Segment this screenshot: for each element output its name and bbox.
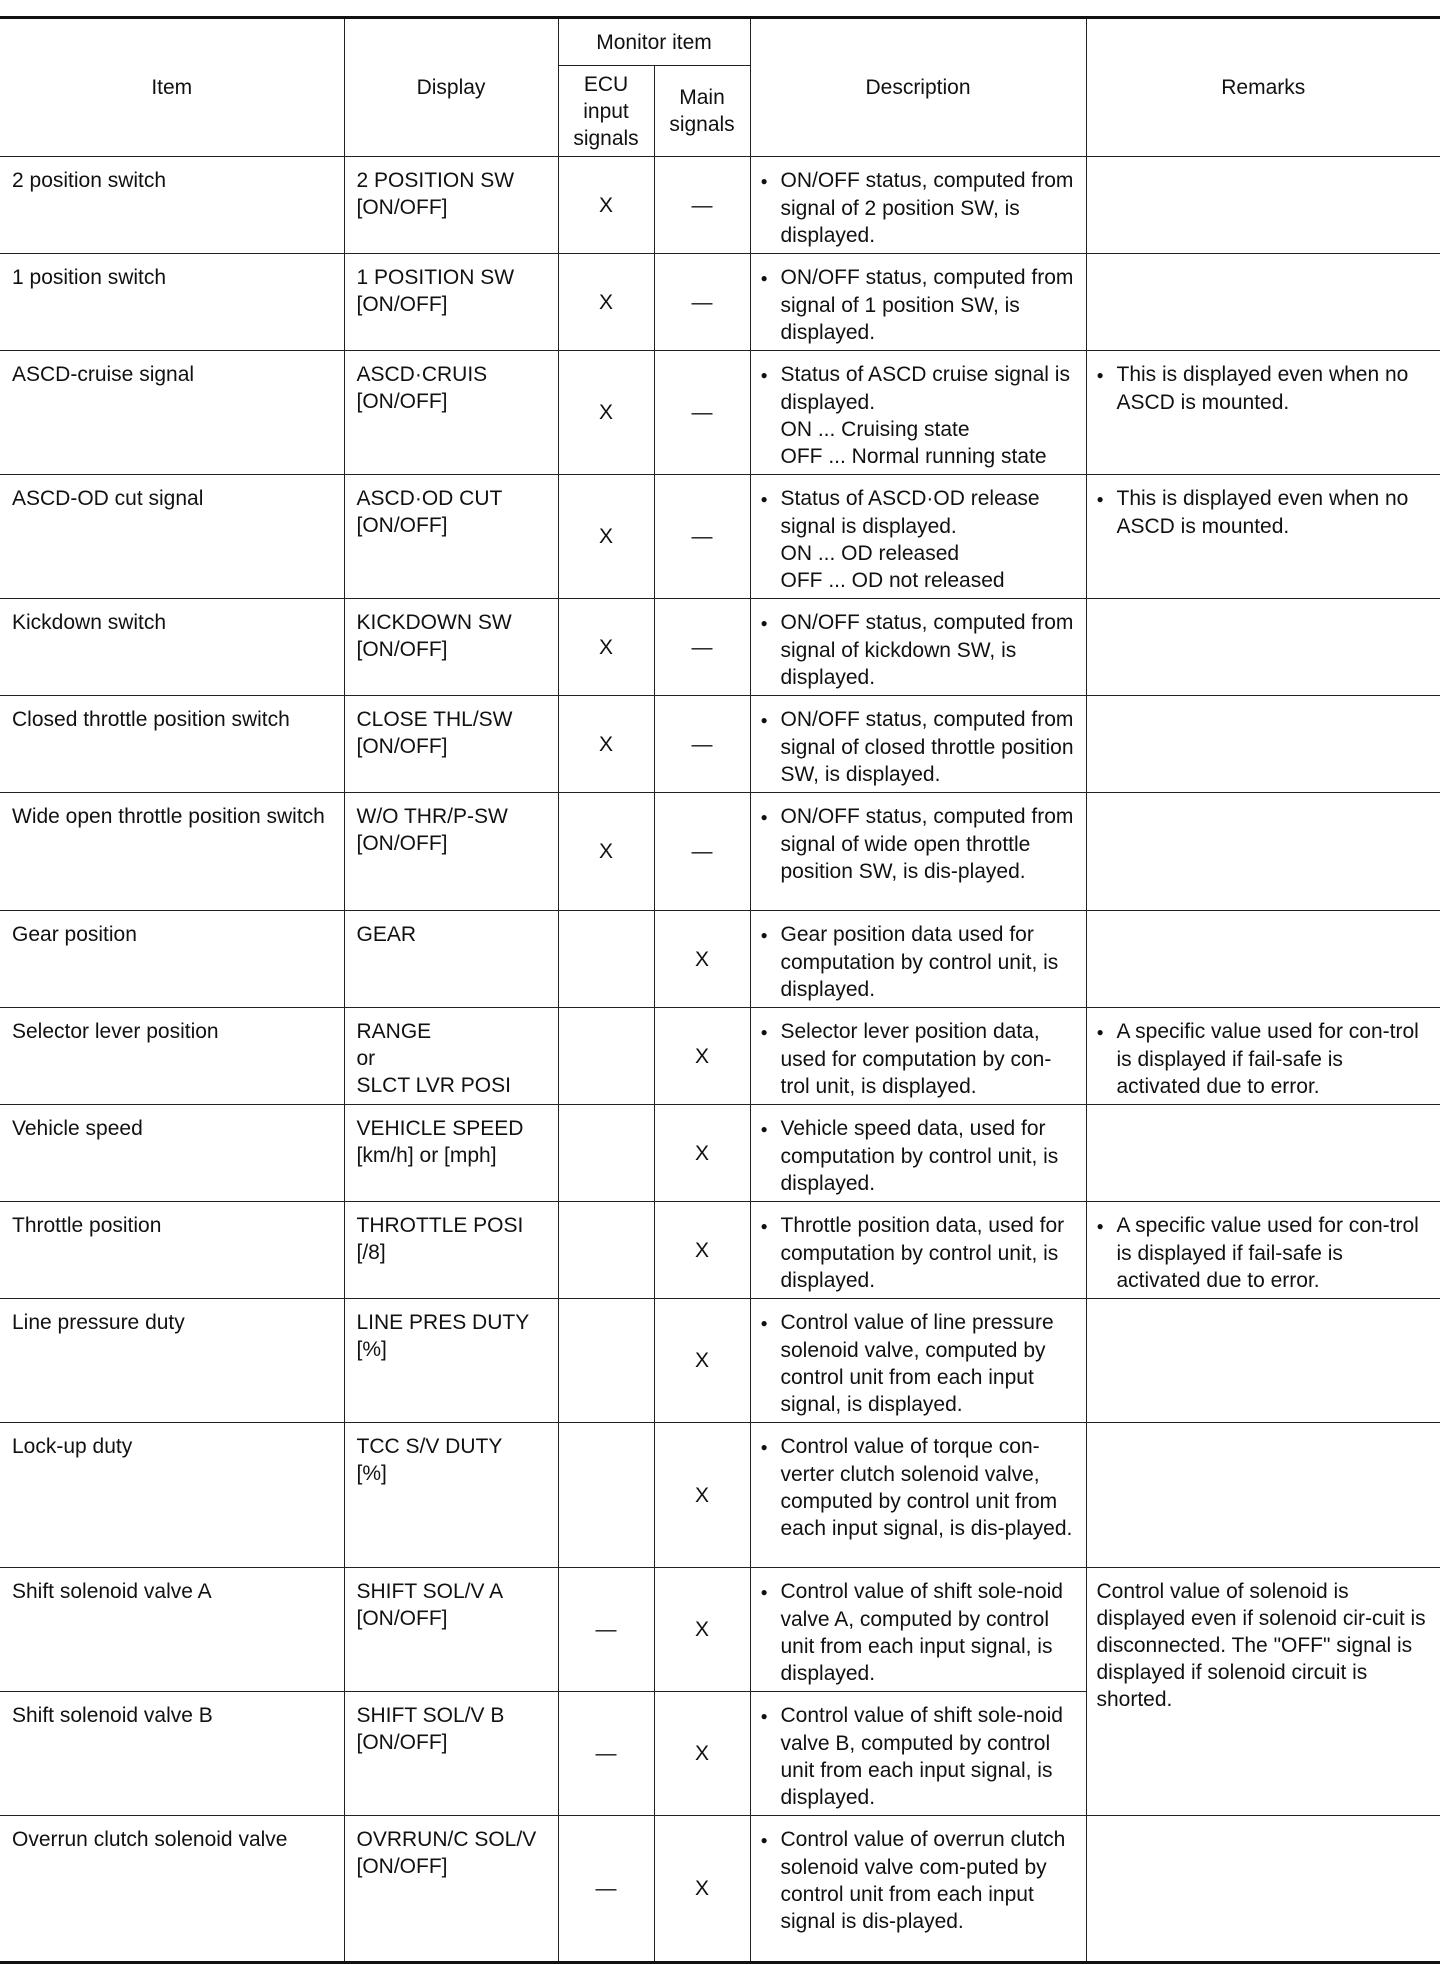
display-line: SHIFT SOL/V B (356, 1704, 505, 1727)
ecu-input-mark: X (558, 157, 654, 254)
ecu-input-mark: X (558, 351, 654, 475)
display-line: VEHICLE SPEED (356, 1117, 524, 1140)
description-cell (750, 1202, 1086, 1299)
description-cell (750, 157, 1086, 254)
display-line: GEAR (356, 923, 417, 946)
description-bullet-item (761, 485, 1078, 540)
remarks-text: This is displayed even when no ASCD is mounted. (1116, 363, 1409, 414)
ecu-input-mark: X (558, 475, 654, 599)
item-cell: Selector lever position (0, 1008, 344, 1105)
remarks-cell (1086, 157, 1440, 254)
description-text: ON/OFF status, computed from signal of 1 position SW, is displayed. (780, 266, 1074, 344)
table-row (0, 157, 1440, 254)
description-cell (750, 696, 1086, 793)
remarks-bullet-item (1097, 1212, 1433, 1294)
remarks-cell (1086, 911, 1440, 1008)
item-cell: ASCD-OD cut signal (0, 475, 344, 599)
table-row (0, 1202, 1440, 1299)
description-text: ON/OFF status, computed from signal of wide open throttle position SW, is dis-played. (780, 805, 1074, 883)
bullet-icon: ● (760, 1219, 768, 1233)
display-cell (344, 1008, 558, 1105)
item-cell: Throttle position (0, 1202, 344, 1299)
display-line: 1 POSITION SW (356, 266, 515, 289)
description-text: ON/OFF status, computed from signal of closed throttle position SW, is displayed. (780, 708, 1074, 786)
display-line: [ON/OFF] (356, 514, 448, 537)
bullet-icon: ● (760, 1709, 768, 1723)
description-cell (750, 911, 1086, 1008)
display-line: [km/h] or [mph] (356, 1144, 497, 1167)
description-cell (750, 1692, 1086, 1816)
description-subline: OFF ... Normal running state (780, 445, 1047, 468)
bullet-icon: ● (760, 492, 768, 506)
remarks-text: This is displayed even when no ASCD is mounted. (1116, 487, 1409, 538)
remarks-cell (1086, 1423, 1440, 1568)
item-cell: Closed throttle position switch (0, 696, 344, 793)
description-text: Control value of shift sole-noid valve B, computed by control unit from each input signal, is displayed. (780, 1704, 1063, 1809)
remarks-bullet-item (1097, 361, 1433, 416)
table-row (0, 793, 1440, 911)
description-bullet-item (761, 1309, 1078, 1418)
bullet-icon: ● (760, 1833, 768, 1847)
display-line: [ON/OFF] (356, 735, 448, 758)
description-text: Status of ASCD cruise signal is displayed. (780, 363, 1070, 414)
display-line: SHIFT SOL/V A (356, 1580, 504, 1603)
description-bullet-item (761, 1578, 1078, 1687)
display-cell (344, 157, 558, 254)
bullet-icon: ● (760, 616, 768, 630)
main-signal-mark: — (654, 254, 750, 351)
description-cell (750, 254, 1086, 351)
description-cell (750, 599, 1086, 696)
display-cell (344, 793, 558, 911)
remarks-cell (1086, 1299, 1440, 1423)
remarks-cell (1086, 475, 1440, 599)
description-text: Control value of shift sole-noid valve A, computed by control unit from each input signal, is displayed. (780, 1580, 1063, 1685)
bullet-icon: ● (760, 1585, 768, 1599)
display-line: [ON/OFF] (356, 293, 448, 316)
description-text: ON/OFF status, computed from signal of 2 position SW, is displayed. (780, 169, 1074, 247)
item-cell: Wide open throttle position switch (0, 793, 344, 911)
display-cell (344, 1423, 558, 1568)
table-row (0, 1008, 1440, 1105)
bullet-icon: ● (760, 810, 768, 824)
description-bullet-item (761, 1433, 1078, 1542)
display-line: [ON/OFF] (356, 832, 448, 855)
description-text: ON/OFF status, computed from signal of kickdown SW, is displayed. (780, 611, 1074, 689)
display-line: ASCD·OD CUT (356, 487, 503, 510)
description-subline: ON ... Cruising state (780, 418, 970, 441)
table-body (0, 157, 1440, 1963)
table-row (0, 1105, 1440, 1202)
remarks-cell (1086, 1008, 1440, 1105)
display-line: [ON/OFF] (356, 1731, 448, 1754)
remarks-bullet-item (1097, 485, 1433, 540)
ecu-input-mark (558, 911, 654, 1008)
bullet-icon: ● (760, 174, 768, 188)
display-cell (344, 696, 558, 793)
remarks-text: A specific value used for con-trol is displayed if fail-safe is activated due to error. (1116, 1214, 1419, 1292)
main-signal-mark: — (654, 157, 750, 254)
bullet-icon: ● (760, 1440, 768, 1454)
item-cell: 2 position switch (0, 157, 344, 254)
description-bullet-item (761, 1212, 1078, 1294)
bullet-icon: ● (1096, 368, 1104, 382)
item-cell: Overrun clutch solenoid valve (0, 1816, 344, 1963)
display-cell (344, 1692, 558, 1816)
display-line: TCC S/V DUTY (356, 1435, 503, 1458)
table-row (0, 1299, 1440, 1423)
display-line: LINE PRES DUTY (356, 1311, 530, 1334)
main-signal-mark: X (654, 1568, 750, 1692)
bullet-icon: ● (760, 1025, 768, 1039)
ecu-input-mark (558, 1008, 654, 1105)
remarks-cell (1086, 254, 1440, 351)
header-item: Item (0, 18, 344, 157)
main-signal-mark: — (654, 696, 750, 793)
display-line: [ON/OFF] (356, 196, 448, 219)
description-bullet-item (761, 167, 1078, 249)
remarks-text: A specific value used for con-trol is displayed if fail-safe is activated due to error. (1116, 1020, 1419, 1098)
header-description: Description (750, 18, 1086, 157)
bullet-icon: ● (1096, 492, 1104, 506)
main-signal-mark: X (654, 1816, 750, 1963)
description-text: Selector lever position data, used for computation by con-trol unit, is displayed. (780, 1020, 1052, 1098)
display-line: [ON/OFF] (356, 1855, 448, 1878)
remarks-text: Control value of solenoid is displayed even if solenoid cir-cuit is disconnected. The "OFF" signal is displayed if solenoid circuit is shorted. (1096, 1580, 1426, 1711)
display-line: RANGE (356, 1020, 432, 1043)
remarks-cell (1086, 351, 1440, 475)
display-cell (344, 351, 558, 475)
remarks-cell (1086, 1105, 1440, 1202)
description-subline: ON ... OD released (780, 542, 960, 565)
description-cell (750, 793, 1086, 911)
description-cell (750, 475, 1086, 599)
display-cell (344, 254, 558, 351)
description-text: Control value of line pressure solenoid valve, computed by control unit from each input signal, is displayed. (780, 1311, 1054, 1416)
item-cell: Lock-up duty (0, 1423, 344, 1568)
description-bullet-item (761, 1018, 1078, 1100)
item-cell: Kickdown switch (0, 599, 344, 696)
table-row (0, 351, 1440, 475)
table-row (0, 1568, 1440, 1692)
description-bullet-item (761, 1115, 1078, 1197)
item-cell: 1 position switch (0, 254, 344, 351)
display-line: W/O THR/P-SW (356, 805, 508, 828)
main-signal-mark: X (654, 1008, 750, 1105)
display-line: [ON/OFF] (356, 390, 448, 413)
ecu-input-mark (558, 1202, 654, 1299)
bullet-icon: ● (1096, 1219, 1104, 1233)
description-cell (750, 1008, 1086, 1105)
item-cell: Vehicle speed (0, 1105, 344, 1202)
description-text: Control value of overrun clutch solenoid valve com-puted by control unit from each input signal is dis-played. (780, 1828, 1066, 1933)
bullet-icon: ● (760, 928, 768, 942)
description-bullet-item (761, 706, 1078, 788)
description-cell (750, 1568, 1086, 1692)
display-line: 2 POSITION SW (356, 169, 515, 192)
description-cell (750, 1105, 1086, 1202)
item-cell: Shift solenoid valve A (0, 1568, 344, 1692)
display-line: THROTTLE POSI (356, 1214, 524, 1237)
table-row (0, 475, 1440, 599)
ecu-input-mark: — (558, 1816, 654, 1963)
description-bullet-item (761, 921, 1078, 1003)
main-signal-mark: X (654, 1202, 750, 1299)
main-signal-mark: — (654, 475, 750, 599)
bullet-icon: ● (760, 1316, 768, 1330)
display-line: [%] (356, 1338, 387, 1361)
description-bullet-item (761, 361, 1078, 416)
display-line: [ON/OFF] (356, 638, 448, 661)
remarks-cell (1086, 793, 1440, 911)
item-cell: Shift solenoid valve B (0, 1692, 344, 1816)
table-row (0, 1816, 1440, 1963)
description-text: Status of ASCD·OD release signal is displayed. (780, 487, 1040, 538)
table-row (0, 599, 1440, 696)
display-line: KICKDOWN SW (356, 611, 512, 634)
bullet-icon: ● (760, 368, 768, 382)
bullet-icon: ● (760, 713, 768, 727)
header-display: Display (344, 18, 558, 157)
ecu-input-mark (558, 1299, 654, 1423)
remarks-cell (1086, 696, 1440, 793)
description-bullet-item (761, 1826, 1078, 1935)
display-cell (344, 1568, 558, 1692)
header-remarks: Remarks (1086, 18, 1440, 157)
display-line: CLOSE THL/SW (356, 708, 513, 731)
ecu-input-mark: X (558, 599, 654, 696)
display-cell (344, 599, 558, 696)
item-cell: Line pressure duty (0, 1299, 344, 1423)
header-ecu-input-signals: ECU input signals (558, 66, 654, 157)
remarks-cell (1086, 1202, 1440, 1299)
main-signal-mark: — (654, 793, 750, 911)
description-text: Vehicle speed data, used for computation by control unit, is displayed. (780, 1117, 1059, 1195)
header-monitor-item: Monitor item (558, 18, 750, 66)
display-cell (344, 475, 558, 599)
main-signal-mark: X (654, 1423, 750, 1568)
ecu-input-mark: — (558, 1692, 654, 1816)
main-signal-mark: X (654, 1299, 750, 1423)
main-signal-mark: X (654, 1105, 750, 1202)
table-row (0, 696, 1440, 793)
table-row (0, 911, 1440, 1008)
description-bullet-item (761, 264, 1078, 346)
description-cell (750, 1816, 1086, 1963)
display-line: [/8] (356, 1241, 386, 1264)
display-line: or (356, 1047, 376, 1070)
ecu-input-mark: — (558, 1568, 654, 1692)
table-row (0, 254, 1440, 351)
monitor-item-table (0, 16, 1440, 1964)
bullet-icon: ● (760, 1122, 768, 1136)
main-signal-mark: — (654, 599, 750, 696)
item-cell: Gear position (0, 911, 344, 1008)
description-bullet-item (761, 803, 1078, 885)
ecu-input-mark (558, 1105, 654, 1202)
description-text: Gear position data used for computation by control unit, is displayed. (780, 923, 1059, 1001)
ecu-input-mark (558, 1423, 654, 1568)
header-row-1 (0, 18, 1440, 66)
description-cell (750, 1423, 1086, 1568)
display-line: [%] (356, 1462, 387, 1485)
description-text: Throttle position data, used for computation by control unit, is displayed. (780, 1214, 1065, 1292)
description-cell (750, 351, 1086, 475)
ecu-input-mark: X (558, 793, 654, 911)
item-cell: ASCD-cruise signal (0, 351, 344, 475)
ecu-input-mark: X (558, 254, 654, 351)
display-cell (344, 1202, 558, 1299)
description-bullet-item (761, 609, 1078, 691)
display-line: SLCT LVR POSI (356, 1074, 511, 1097)
main-signal-mark: — (654, 351, 750, 475)
description-subline: OFF ... OD not released (780, 569, 1005, 592)
description-text: Control value of torque con-verter clutch solenoid valve, computed by control unit from each input signal, is dis-played. (780, 1435, 1073, 1540)
display-cell (344, 911, 558, 1008)
table-row (0, 1423, 1440, 1568)
main-signal-mark: X (654, 1692, 750, 1816)
main-signal-mark: X (654, 911, 750, 1008)
ecu-input-mark: X (558, 696, 654, 793)
description-cell (750, 1299, 1086, 1423)
description-bullet-item (761, 1702, 1078, 1811)
display-line: OVRRUN/C SOL/V (356, 1828, 537, 1851)
display-line: [ON/OFF] (356, 1607, 448, 1630)
remarks-cell (1086, 599, 1440, 696)
display-cell (344, 1105, 558, 1202)
remarks-bullet-item (1097, 1018, 1433, 1100)
display-line: ASCD·CRUIS (356, 363, 488, 386)
remarks-cell (1086, 1568, 1440, 1816)
bullet-icon: ● (760, 271, 768, 285)
remarks-cell (1086, 1816, 1440, 1963)
bullet-icon: ● (1096, 1025, 1104, 1039)
display-cell (344, 1299, 558, 1423)
header-main-signals: Main signals (654, 66, 750, 157)
display-cell (344, 1816, 558, 1963)
